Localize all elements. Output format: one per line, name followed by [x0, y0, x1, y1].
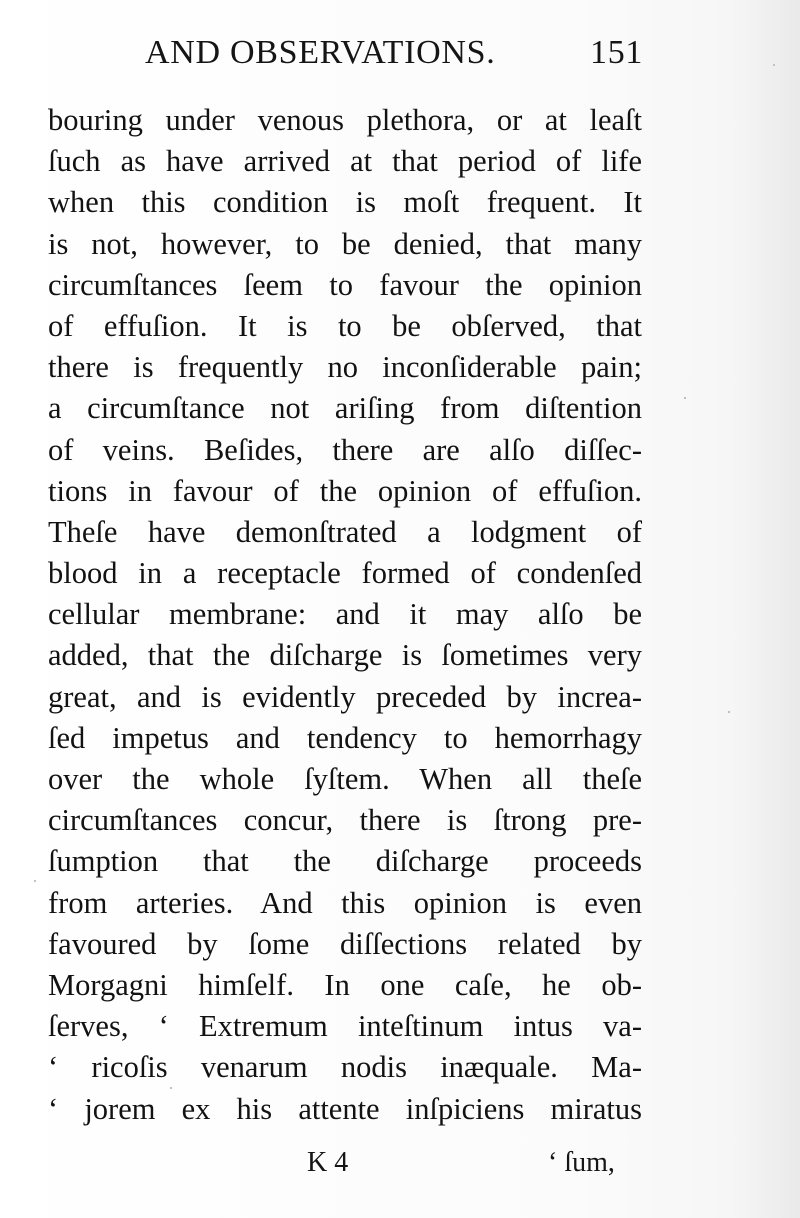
text-line: great, and is evidently preceded by increa- — [48, 679, 642, 714]
paper-speck — [170, 1087, 172, 1089]
text-line: is not, however, to be denied, that many — [48, 226, 642, 261]
text-line: favoured by ſome diſſections related by — [48, 926, 642, 961]
running-head — [145, 30, 645, 76]
catchword: ‘ ſum, — [548, 1147, 615, 1178]
text-line: over the whole ſyſtem. When all theſe — [48, 762, 642, 796]
paper-speck — [34, 880, 36, 882]
text-line: blood in a receptacle formed of condenſed — [48, 556, 642, 591]
text-line: of effuſion. It is to be obſerved, that — [48, 308, 642, 343]
signature-mark: K 4 — [307, 1147, 349, 1178]
body-text — [48, 100, 642, 1130]
page-footer — [0, 1143, 800, 1183]
text-line: from arteries. And this opinion is even — [48, 885, 642, 920]
text-line: when this condition is moſt frequent. It — [48, 185, 642, 220]
text-line: ſed impetus and tendency to hemorrhagy — [48, 720, 642, 755]
text-line: circumſtances ſeem to favour the opinion — [48, 267, 642, 302]
text-line: ſerves, ‘ Extremum inteſtinum intus va- — [48, 1009, 642, 1044]
text-line: cellular membrane: and it may alſo be — [48, 597, 642, 632]
text-line: tions in favour of the opinion of effuſion. — [48, 473, 642, 508]
text-line: there is frequently no inconſiderable pain; — [48, 350, 642, 385]
paper-speck — [684, 397, 686, 399]
text-line: ‘ jorem ex his attente inſpiciens miratus — [48, 1091, 642, 1126]
running-head-title: AND OBSERVATIONS. — [145, 34, 496, 71]
text-line: added, that the diſcharge is ſometimes very — [48, 638, 642, 673]
text-line: ſuch as have arrived at that period of life — [48, 144, 642, 179]
text-line: of veins. Beſides, there are alſo diſſec- — [48, 432, 642, 467]
text-line: ‘ ricoſis venarum nodis inæquale. Ma- — [48, 1050, 642, 1085]
page-number: 151 — [590, 34, 644, 71]
text-line: a circumſtance not ariſing from diſtention — [48, 391, 642, 426]
text-line: ſumption that the diſcharge proceeds — [48, 844, 642, 879]
text-line: Theſe have demonſtrated a lodgment of — [48, 514, 642, 549]
paper-speck — [728, 711, 730, 713]
text-line: Morgagni himſelf. In one caſe, he ob- — [48, 967, 642, 1002]
text-line: bouring under venous plethora, or at leaſt — [48, 103, 642, 137]
text-line: circumſtances concur, there is ſtrong pre- — [48, 803, 642, 838]
paper-speck — [773, 64, 775, 66]
